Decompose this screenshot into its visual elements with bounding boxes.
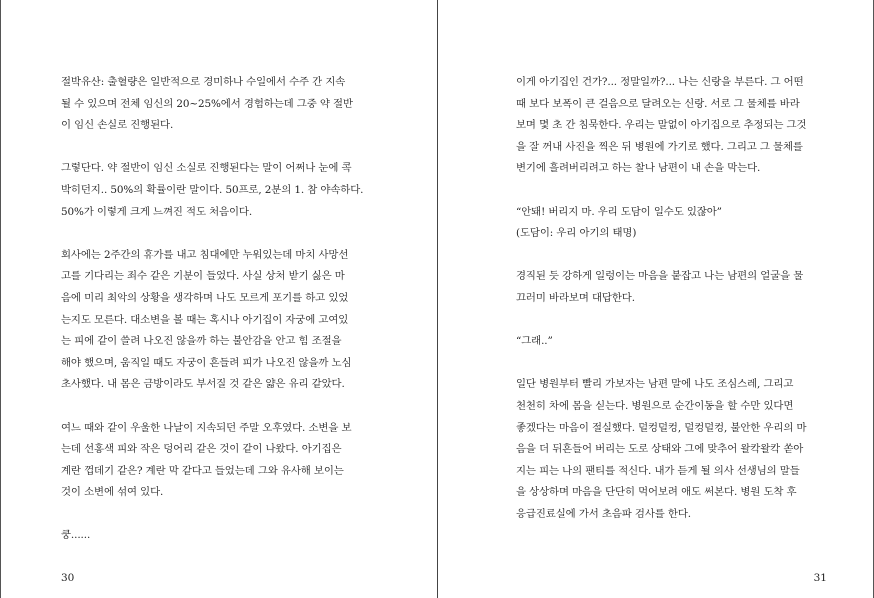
paragraph: 일단 병원부터 빨리 가보자는 남편 말에 나도 조심스레, 그리고 천천히 차에 몸을 싣는다. 병원으로 순간이동을 할 수만 있다면 좋겠다는 마음이 절실했다. 덜컹덜컹, 덜컹덜컹, 불안한 우리의 마 음을 더 뒤흔들어 버리는 도로 상태와 그에 맞추어 왈칵왈칵 쏟아 지는 피는 나의 팬티를 적신다. 내가 듣게 될 의사 선생님의 말들 을 상상하며 마음을 단단히 먹어보려 애도 써본다. 병원 도착 후 응급진료실에 가서 초음파 검사를 한다. xyxy=(516,378,807,520)
page-number: 31 xyxy=(813,572,827,584)
paragraph: 회사에는 2주간의 휴가를 내고 침대에만 누워있는데 마치 사망선 고를 기다리는 죄수 같은 기분이 들었다. 사실 상처 받기 싫은 마 음에 미리 최악의 상황을 생각하며 나도 모르게 포기를 하고 있었 는지도 모른다. 대소변을 볼 때는 혹시나 아기집이 자궁에 고여있 는 피에 같이 쓸려 나오진 않을까 하는 불안감을 안고 힘 조절을 해야 했으며, 움직일 때도 자궁이 흔들려 피가 나오진 않을까 노심 초사했다. 내 몸은 금방이라도 부서질 것 같은 얇은 유리 같았다. xyxy=(61,248,352,391)
paragraph: 쿵...... xyxy=(61,529,91,542)
paragraph: 그렇단다. 약 절반이 임신 소실로 진행된다는 말이 어쩌나 눈에 콕 박히던지.. 50%의 확률이란 말이다. 50프로, 2분의 1. 참 야속하다. 50%가 이렇게 크게 느껴진 적도 처음이다. xyxy=(61,162,364,218)
paragraph: 경직된 듯 강하게 일렁이는 마음을 붙잡고 나는 남편의 얼굴을 물 끄러미 바라보며 대답한다. xyxy=(516,270,804,304)
left-page-body xyxy=(61,72,375,547)
paragraph: 이게 아기집인 건가?... 정말일까?... 나는 신랑을 부른다. 그 어떤 때 보다 보폭이 큰 걸음으로 달려오는 신랑. 서로 그 물체를 바라 보며 몇 초 간 침묵한다. 우리는 말없이 아기집으로 추정되는 그것 을 잘 꺼내 사진을 찍은 뒤 병원에 가기로 했다. 그리고 그 물체를 변기에 흘려버리려고 하는 찰나 남편이 내 손을 막는다. xyxy=(516,76,807,175)
paragraph: “안돼! 버리지 마. 우리 도담이 일수도 있잖아” (도담이: 우리 아기의 태명) xyxy=(516,205,722,240)
paragraph: “그래..” xyxy=(516,335,553,348)
page-number: 30 xyxy=(61,572,75,584)
right-page-body xyxy=(516,72,828,525)
paragraph: 여느 때와 같이 우울한 나날이 지속되던 주말 오후였다. 소변을 보 는데 선홍색 피와 작은 덩어리 같은 것이 같이 나왔다. 아기집은 계란 껍데기 같은? 계란 막 같다고 들었는데 그와 유사해 보이는 것이 소변에 섞여 있다. xyxy=(61,421,352,499)
right-page xyxy=(438,0,874,598)
paragraph: 절박유산: 출혈량은 일반적으로 경미하나 수일에서 수주 간 지속 될 수 있으며 전체 임신의 20~25%에서 경험하는데 그중 약 절반 이 임신 손실로 진행된다. xyxy=(61,76,353,132)
